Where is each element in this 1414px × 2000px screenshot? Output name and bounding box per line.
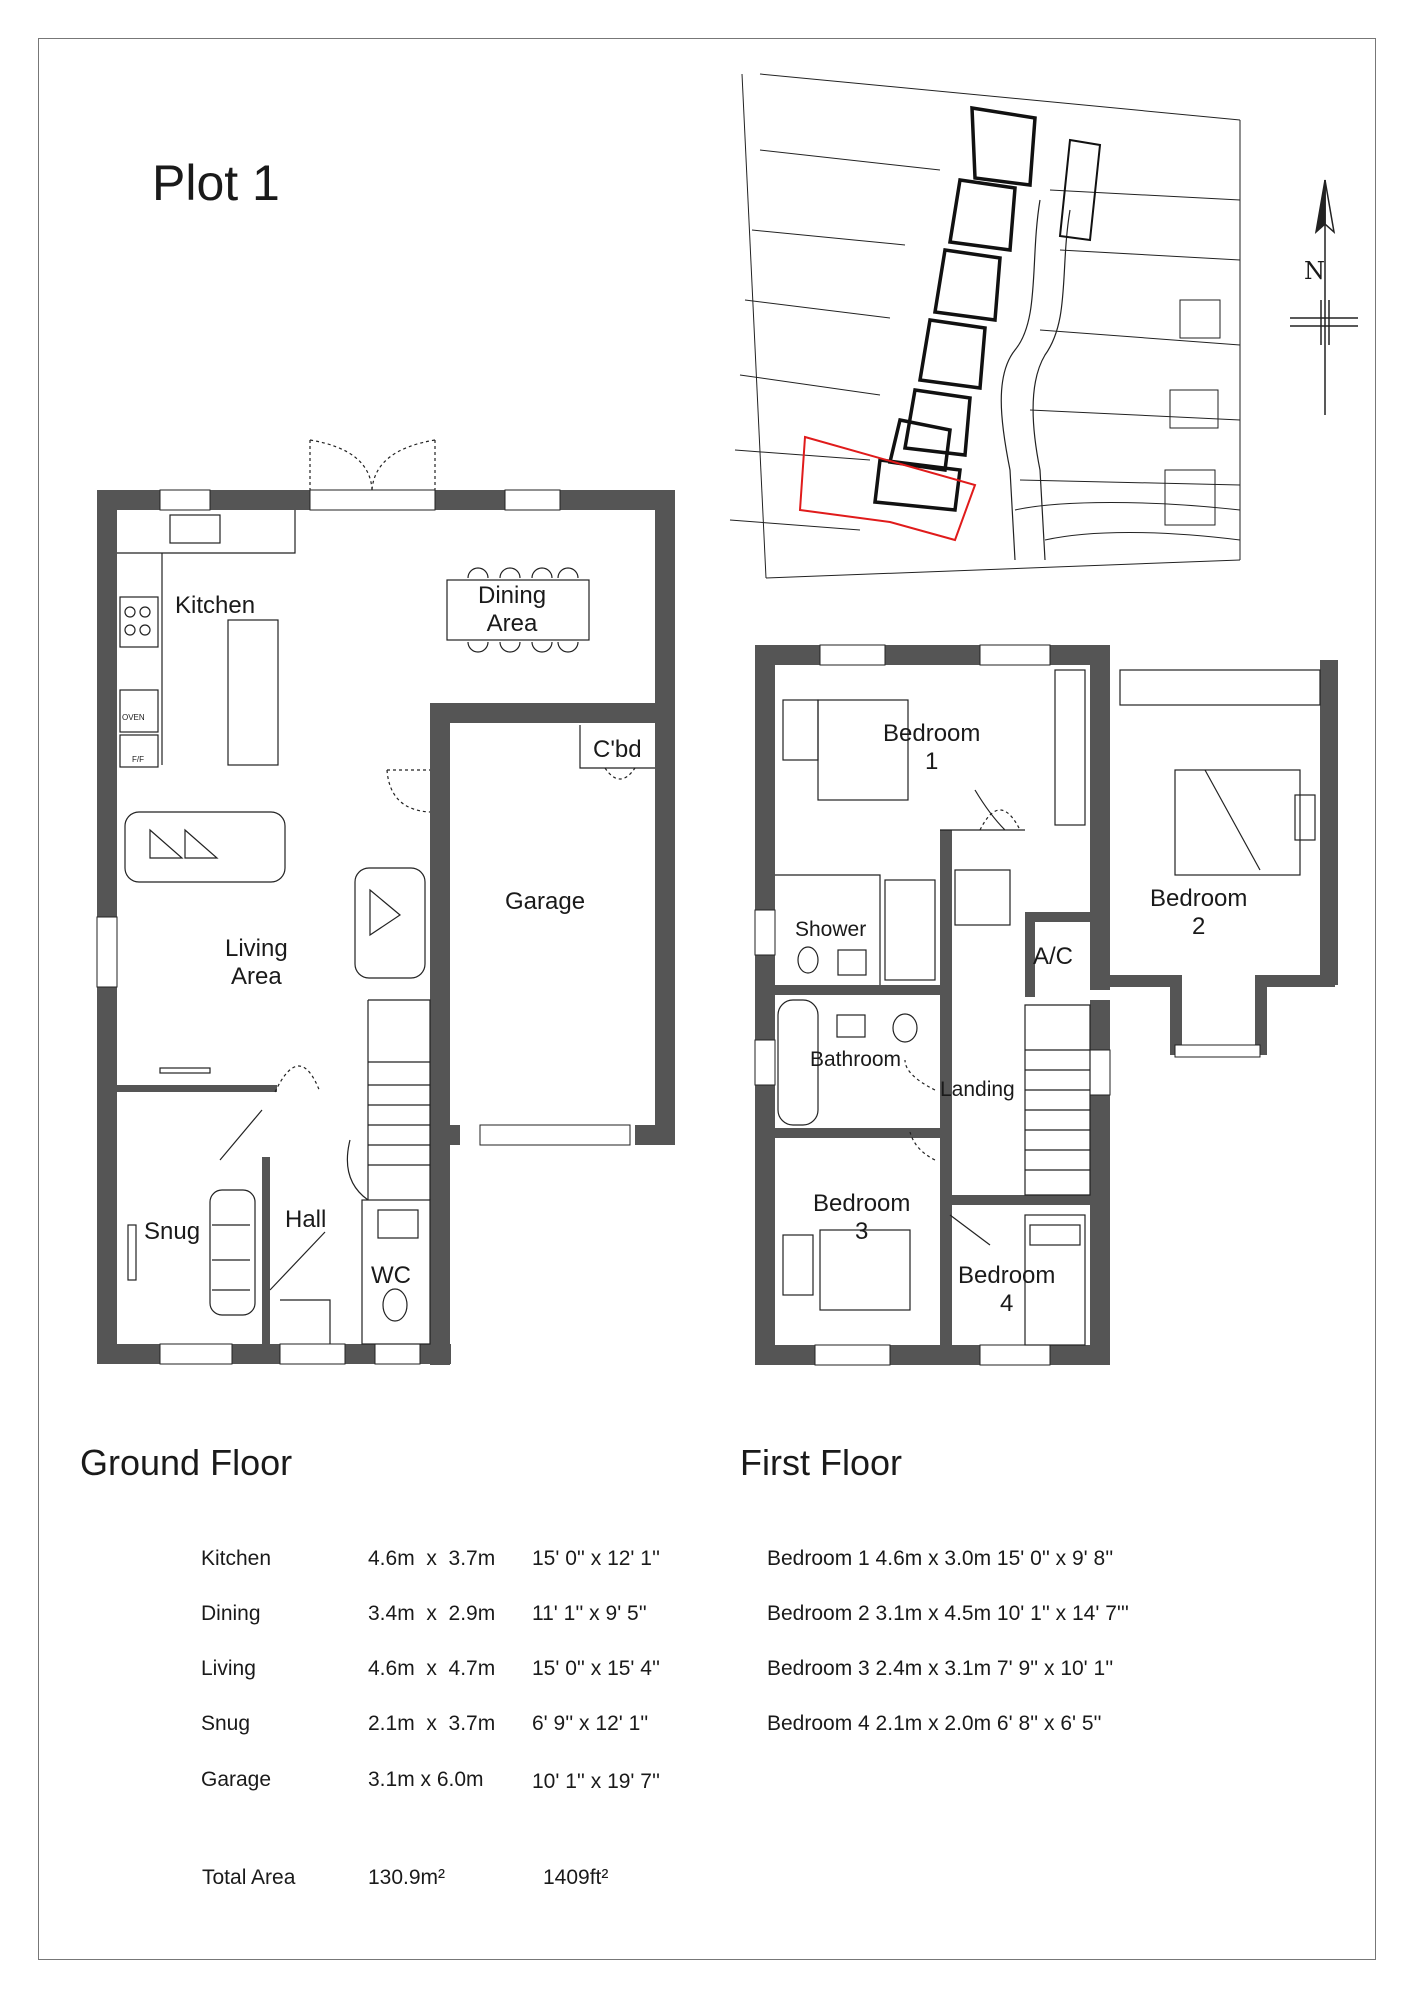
oven-label: OVEN bbox=[122, 713, 145, 722]
room-label-living: Living Area bbox=[225, 935, 288, 990]
room-label-kitchen: Kitchen bbox=[175, 592, 256, 619]
room-label-bedroom-4: Bedroom 4 bbox=[958, 1262, 1056, 1317]
schedule-bedroom-row: Bedroom 2 3.1m x 4.5m 10' 1'' x 14' 7''' bbox=[767, 1602, 1129, 1625]
total-area-label: Total Area bbox=[202, 1866, 296, 1889]
schedule-bedroom-row: Bedroom 1 4.6m x 3.0m 15' 0'' x 9' 8'' bbox=[767, 1547, 1114, 1570]
first-floor-openings bbox=[755, 645, 1260, 1365]
compass-north-label: N bbox=[1304, 257, 1325, 285]
room-label-garage: Garage bbox=[505, 888, 586, 915]
ground-floor-heading: Ground Floor bbox=[80, 1442, 293, 1483]
room-label-snug: Snug bbox=[144, 1218, 201, 1245]
room-label-bathroom: Bathroom bbox=[810, 1048, 902, 1071]
room-label-shower: Shower bbox=[795, 918, 867, 941]
total-area-metric: 130.9m² bbox=[368, 1866, 446, 1889]
schedule-metric: 2.1m x 3.7m bbox=[368, 1712, 496, 1735]
room-label-wc: WC bbox=[371, 1262, 411, 1289]
room-label-bedroom-1: Bedroom 1 bbox=[883, 720, 981, 775]
schedule-metric: 4.6m x 4.7m bbox=[368, 1657, 496, 1680]
schedule-imperial: 15' 0'' x 15' 4'' bbox=[532, 1657, 660, 1680]
schedule-imperial: 6' 9'' x 12' 1'' bbox=[532, 1712, 649, 1735]
site-plan bbox=[730, 74, 1240, 578]
schedule-metric: 4.6m x 3.7m bbox=[368, 1547, 496, 1570]
schedule-imperial: 11' 1'' x 9' 5'' bbox=[532, 1602, 647, 1625]
schedule-room-name: Snug bbox=[201, 1712, 251, 1735]
schedule-imperial: 15' 0'' x 12' 1'' bbox=[532, 1547, 660, 1570]
total-area-imperial: 1409ft² bbox=[543, 1866, 609, 1889]
room-label-landing: Landing bbox=[940, 1078, 1015, 1101]
room-label-bedroom-2: Bedroom 2 bbox=[1150, 885, 1248, 940]
room-label-bedroom-3: Bedroom 3 bbox=[813, 1190, 911, 1245]
schedule-bedroom-row: Bedroom 3 2.4m x 3.1m 7' 9'' x 10' 1'' bbox=[767, 1657, 1114, 1680]
site-houses bbox=[875, 108, 1100, 510]
schedule-room-name: Living bbox=[201, 1657, 256, 1680]
fridge-freezer-label: F/F bbox=[132, 755, 144, 764]
schedule-bedroom-row: Bedroom 4 2.1m x 2.0m 6' 8'' x 6' 5'' bbox=[767, 1712, 1102, 1735]
room-label-hall: Hall bbox=[285, 1206, 327, 1233]
schedule-metric: 3.1m x 6.0m bbox=[368, 1768, 484, 1791]
schedule-room-name: Garage bbox=[201, 1768, 272, 1791]
room-label-cupboard: C'bd bbox=[593, 736, 642, 763]
room-label-dining: Dining Area bbox=[478, 582, 547, 637]
plot-title: Plot 1 bbox=[152, 155, 280, 211]
schedule-room-name: Kitchen bbox=[201, 1547, 272, 1570]
first-floor-heading: First Floor bbox=[740, 1442, 902, 1483]
compass-rose bbox=[1290, 180, 1358, 415]
schedule-room-name: Dining bbox=[201, 1602, 261, 1625]
schedule-imperial: 10' 1'' x 19' 7'' bbox=[532, 1770, 660, 1793]
room-label-ac: A/C bbox=[1033, 943, 1074, 970]
schedule-metric: 3.4m x 2.9m bbox=[368, 1602, 496, 1625]
